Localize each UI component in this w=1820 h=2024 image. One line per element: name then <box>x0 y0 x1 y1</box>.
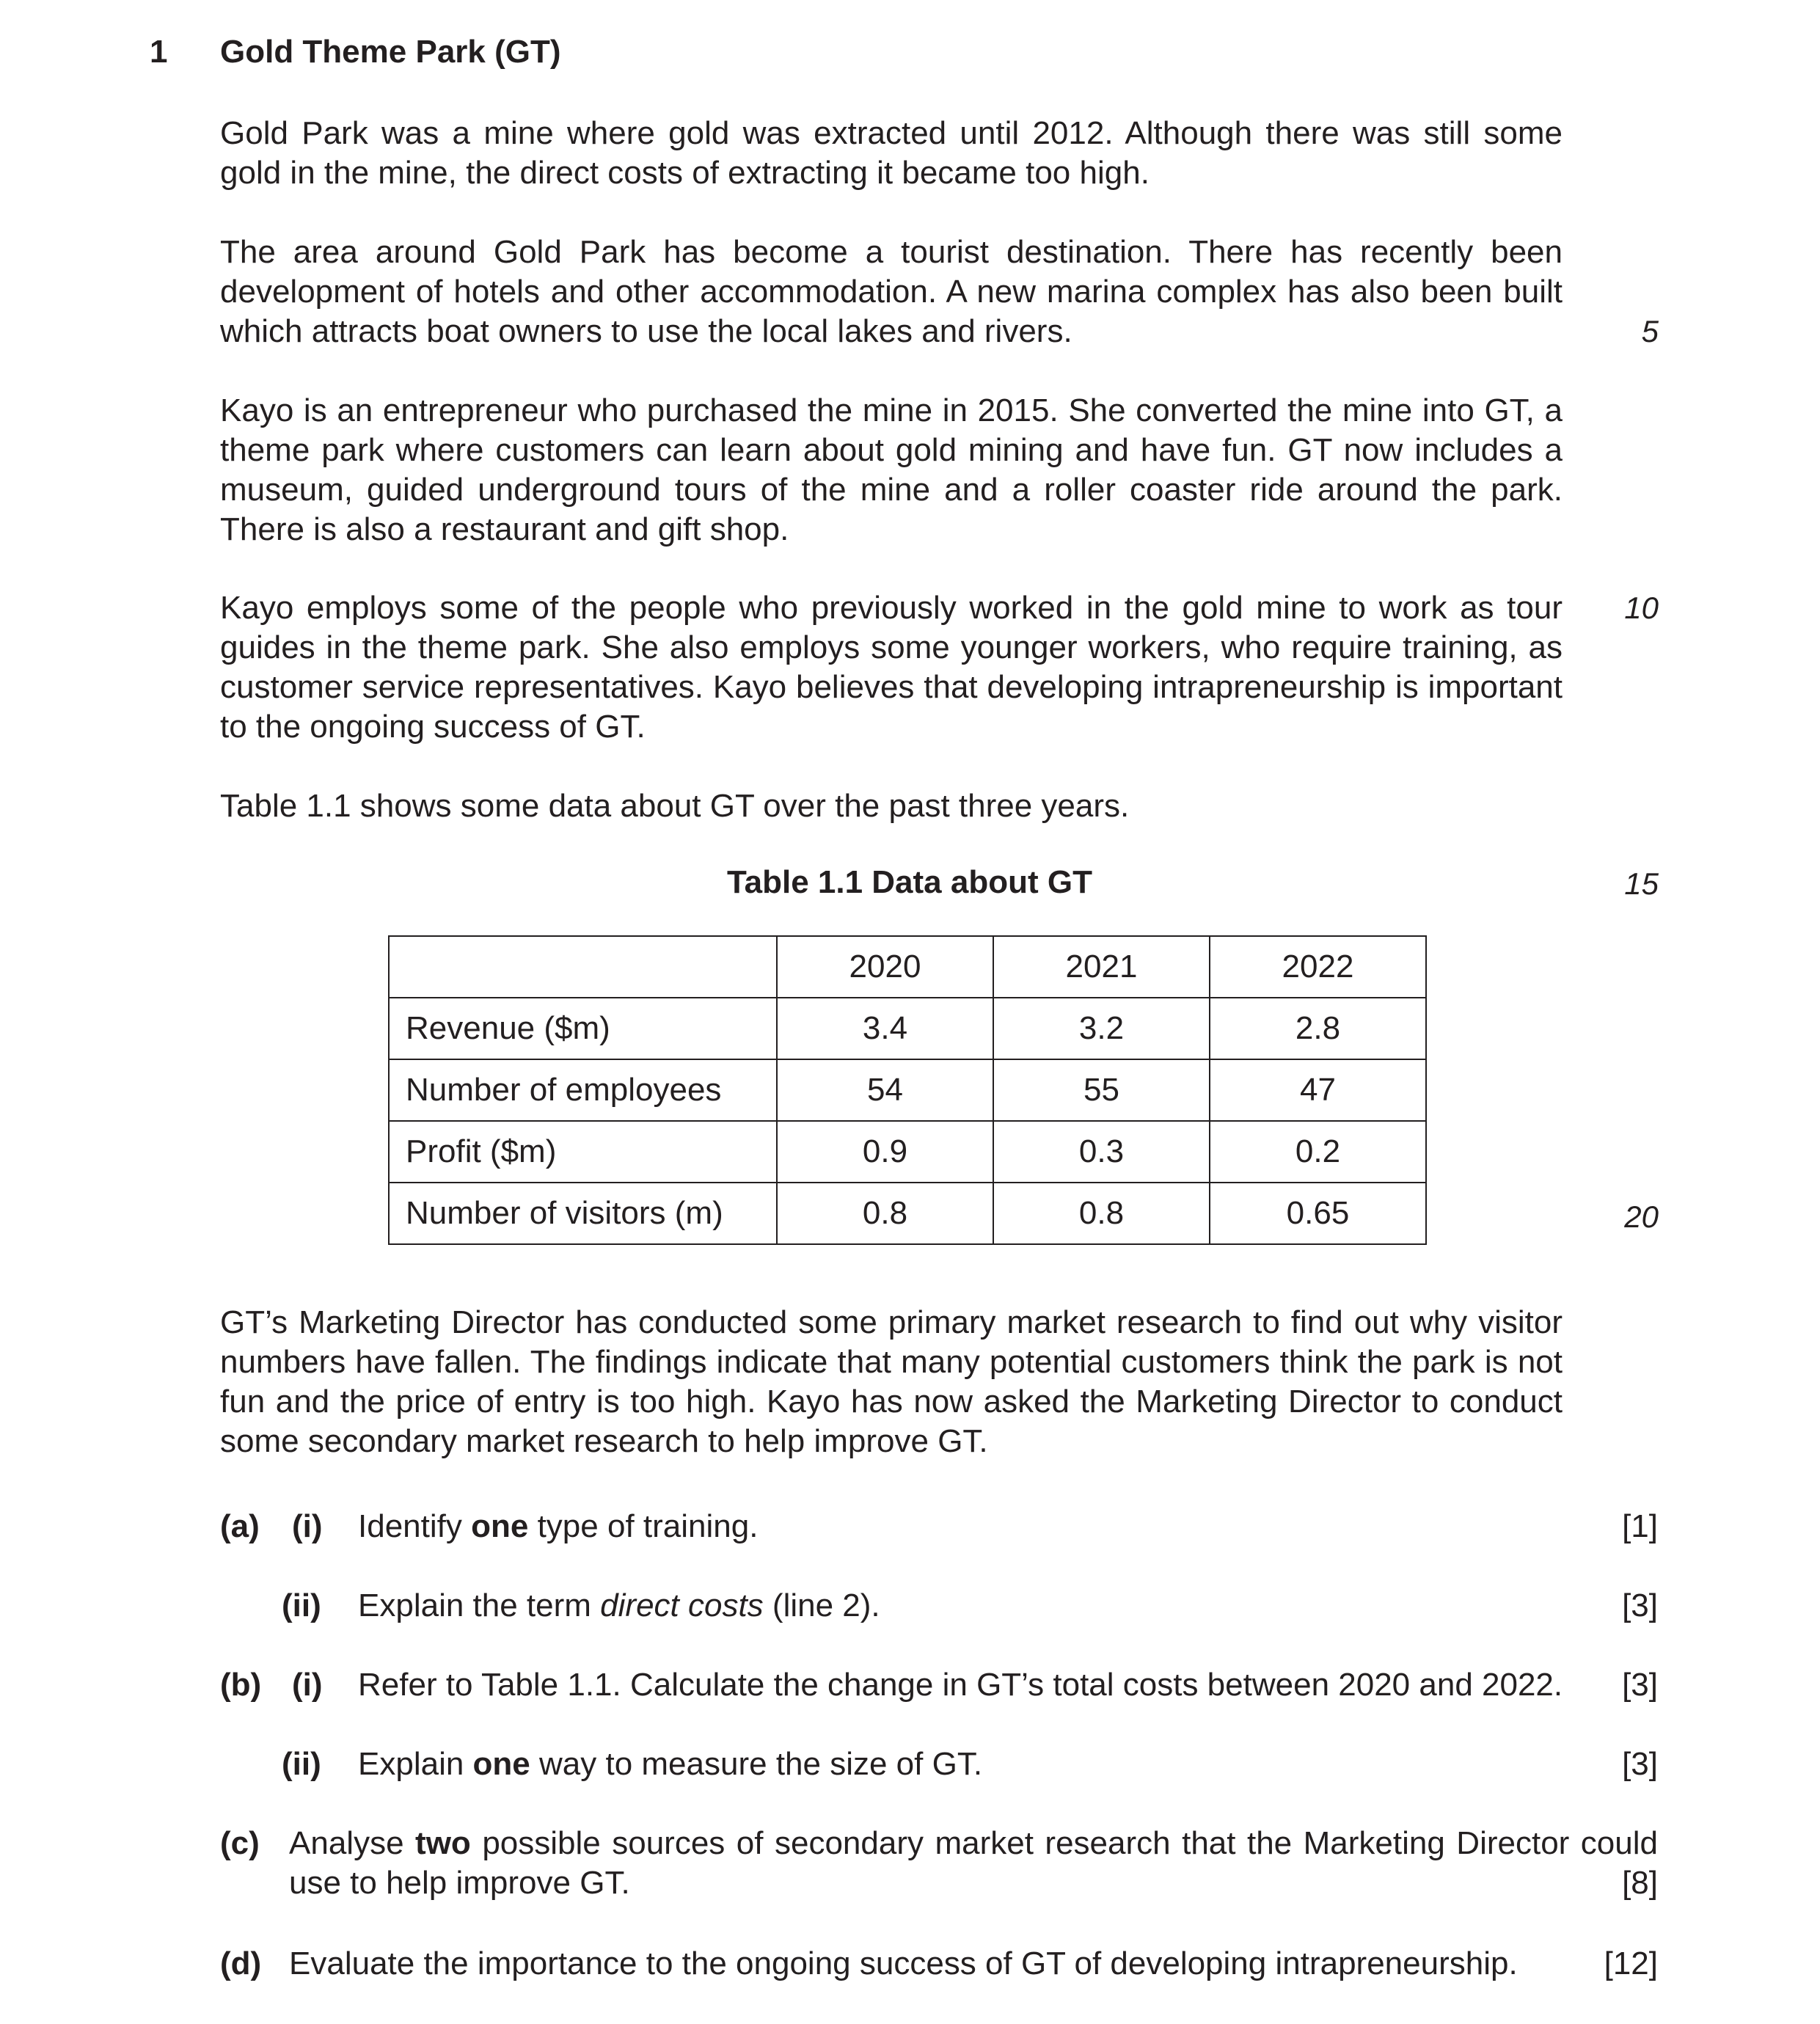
table-header-cell: 2021 <box>993 936 1210 998</box>
table-caption: Table 1.1 Data about GT <box>727 864 1092 900</box>
question-text-segment: Identify <box>358 1508 462 1544</box>
paragraph-6-text: GT’s Marketing Director has conducted some primary market research to find out why visitor numbers have fallen. The findings indicate that many potential customers think the park is not fun and the price of entry is too high. Kayo has now asked the Marketing Director to conduct some secondary market research to help improve GT. <box>220 1304 1563 1459</box>
question-text-segment: Explain the term <box>358 1588 591 1623</box>
paragraph-3 <box>220 391 1563 549</box>
question-b-ii <box>220 1744 1658 1784</box>
table-header-cell: 2022 <box>1210 936 1426 998</box>
question-b-i <box>220 1665 1658 1705</box>
mark-allocation: [3] <box>1622 1746 1658 1782</box>
question-text-emphasis: two <box>415 1825 471 1861</box>
table-row-label: Number of visitors (m) <box>389 1183 777 1244</box>
paragraph-3-text: Kayo is an entrepreneur who purchased the mine in 2015. She converted the mine into GT, a theme park where customers can learn about gold mining and have fun. GT now includes a museum, guided underground tours of the mine and a roller coaster ride around the park. There is also a restaurant and gift shop. <box>220 392 1563 547</box>
table-cell: 0.65 <box>1210 1183 1426 1244</box>
mark-allocation: [8] <box>1622 1865 1658 1901</box>
subpart-label-a-i: (i) <box>292 1508 323 1544</box>
paragraph-6 <box>220 1303 1563 1461</box>
question-title: Gold Theme Park (GT) <box>220 34 561 70</box>
mark-allocation: [3] <box>1622 1588 1658 1623</box>
table-cell: 0.9 <box>777 1121 993 1183</box>
subpart-label-b-ii: (ii) <box>282 1746 321 1782</box>
table-cell: 0.8 <box>777 1183 993 1244</box>
question-text-segment: way to measure the size of GT. <box>539 1746 983 1782</box>
table-cell: 3.4 <box>777 998 993 1059</box>
line-number-10: 10 <box>1624 591 1659 625</box>
data-table <box>388 935 1427 1245</box>
question-b-i-text: Refer to Table 1.1. Calculate the change in GT’s total costs between 2020 and 2022. <box>358 1667 1563 1703</box>
part-label-a: (a) <box>220 1508 260 1544</box>
paragraph-5-text: Table 1.1 shows some data about GT over the past three years. <box>220 788 1130 824</box>
table-header-cell <box>389 936 777 998</box>
subpart-label-a-ii: (ii) <box>282 1588 321 1623</box>
line-number-20: 20 <box>1624 1199 1659 1234</box>
table-row <box>389 998 1426 1059</box>
question-text-segment: Explain <box>358 1746 464 1782</box>
question-text-segment: possible sources of secondary market research that the Marketing Director could use to help improve GT. <box>289 1825 1658 1901</box>
mark-allocation: [1] <box>1622 1508 1658 1544</box>
question-c-text <box>289 1824 1658 1903</box>
question-a-i-text <box>358 1507 758 1546</box>
table-row <box>389 1059 1426 1121</box>
paragraph-4-text: Kayo employs some of the people who previously worked in the gold mine to work as tour guides in the theme park. She also employs some younger workers, who require training, as customer service representatives. Kayo believes that developing intrapreneurship is important to the ongoing success of GT. <box>220 590 1563 745</box>
table-header-row <box>389 936 1426 998</box>
question-c <box>220 1824 1658 1903</box>
paragraph-4 <box>220 588 1563 747</box>
question-text-segment: Analyse <box>289 1825 404 1861</box>
question-a-ii-text <box>358 1586 880 1626</box>
question-number: 1 <box>150 34 168 70</box>
table-cell: 2.8 <box>1210 998 1426 1059</box>
mark-allocation: [3] <box>1622 1667 1658 1703</box>
table-cell: 0.2 <box>1210 1121 1426 1183</box>
table-row-label: Revenue ($m) <box>389 998 777 1059</box>
table-cell: 47 <box>1210 1059 1426 1121</box>
question-text-segment: type of training. <box>537 1508 759 1544</box>
line-number-15: 15 <box>1624 866 1659 901</box>
table-cell: 0.8 <box>993 1183 1210 1244</box>
paragraph-2 <box>220 233 1563 351</box>
paragraph-5 <box>220 786 1563 826</box>
question-text-italic: direct costs <box>600 1588 764 1623</box>
question-b-ii-text <box>358 1744 982 1784</box>
table-row-label: Profit ($m) <box>389 1121 777 1183</box>
part-label-c: (c) <box>220 1825 260 1861</box>
paragraph-1 <box>220 114 1563 193</box>
part-label-d: (d) <box>220 1946 262 1981</box>
line-number-5: 5 <box>1641 314 1659 348</box>
question-d-text: Evaluate the importance to the ongoing success of GT of developing intrapreneurship. <box>289 1946 1518 1981</box>
paragraph-2-text: The area around Gold Park has become a tourist destination. There has recently been development of hotels and other accommodation. A new marina complex has also been built which attracts boat owners to use the local lakes and rivers. <box>220 234 1563 349</box>
question-a-i <box>220 1507 1658 1546</box>
table-row <box>389 1121 1426 1183</box>
table-header-cell: 2020 <box>777 936 993 998</box>
question-text-emphasis: one <box>471 1508 529 1544</box>
table-row-label: Number of employees <box>389 1059 777 1121</box>
table-cell: 0.3 <box>993 1121 1210 1183</box>
subpart-label-b-i: (i) <box>292 1667 323 1703</box>
table-cell: 3.2 <box>993 998 1210 1059</box>
question-a-ii <box>220 1586 1658 1626</box>
question-text-emphasis: one <box>472 1746 530 1782</box>
mark-allocation: [12] <box>1604 1946 1658 1981</box>
paragraph-1-text: Gold Park was a mine where gold was extracted until 2012. Although there was still some gold in the mine, the direct costs of extracting it became too high. <box>220 115 1563 191</box>
table-cell: 54 <box>777 1059 993 1121</box>
table-cell: 55 <box>993 1059 1210 1121</box>
question-d <box>220 1944 1658 1984</box>
part-label-b: (b) <box>220 1667 262 1703</box>
question-text-segment: (line 2). <box>772 1588 880 1623</box>
table-row <box>389 1183 1426 1244</box>
